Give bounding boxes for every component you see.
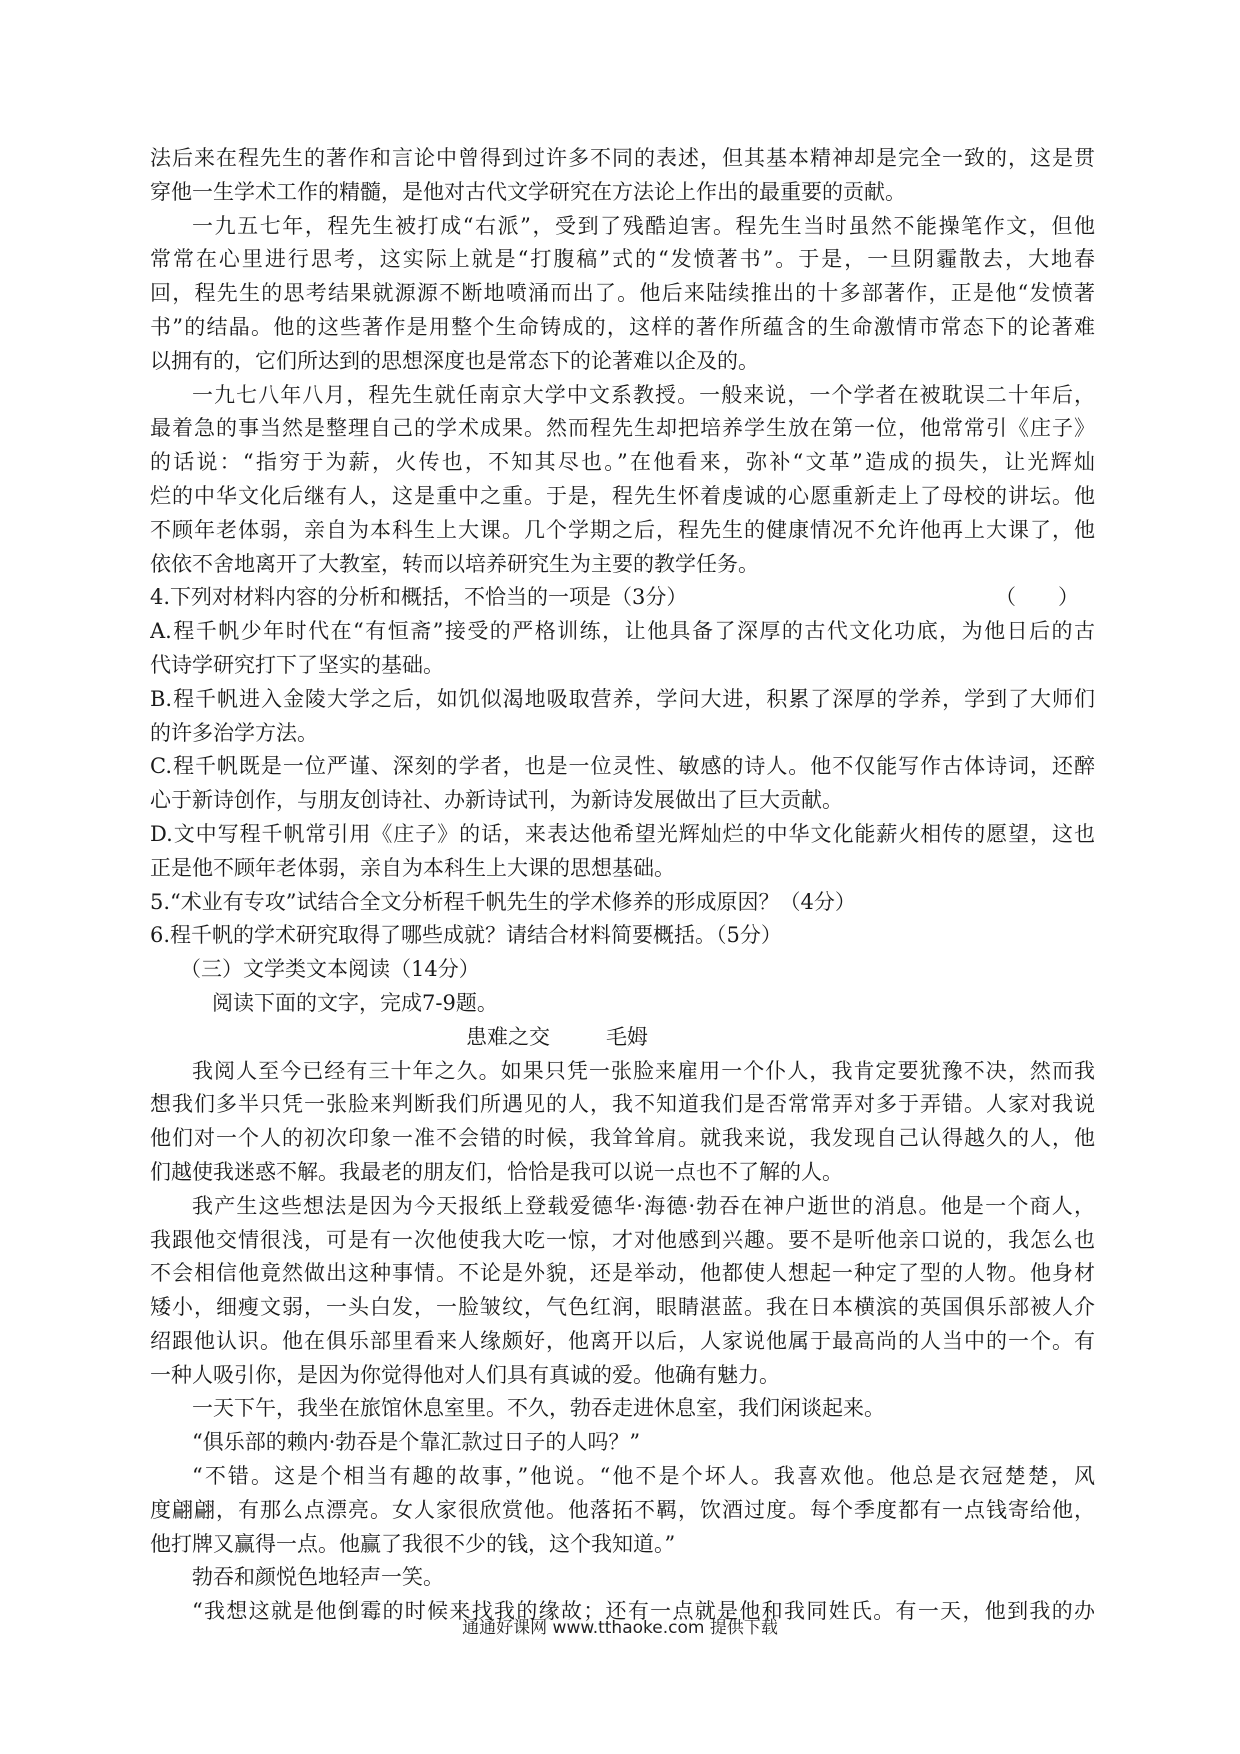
text-line: 回，程先生的思考结果就源源不断地喷涌而出了。他后来陆续推出的十多部著作，正是他“发愤著 [150,281,1095,306]
answer-blank: （ ） [995,585,1079,610]
paragraph-3 [150,379,1095,582]
text-line: 一九五七年，程先生被打成“右派”，受到了残酷迫害。程先生当时虽然不能操笔作文，但他 [192,213,1095,238]
story-paragraph-1 [150,1055,1095,1190]
text-line: 想我们多半只凭一张脸来判断我们所遇见的人，我不知道我们是否常常弄对多于弄错。人家对我说 [150,1092,1095,1117]
text-line: “不错。这是个相当有趣的故事，”他说。“他不是个坏人。我喜欢他。他总是衣冠楚楚，风 [192,1464,1095,1489]
text-line: 他们对一个人的初次印象一准不会错的时候，我耸耸肩。就我来说，我发现自己认得越久的人，他 [150,1126,1095,1151]
section-heading: （三）文学类文本阅读（14分） [180,957,480,982]
text-line: 他打牌又赢得一点。他赢了我很不少的钱，这个我知道。” [150,1531,676,1556]
text-line: 烂的中华文化后继有人，这是重中之重。于是，程先生怀着虔诚的心愿重新走上了母校的讲坛。他 [150,483,1095,508]
text-line: 们越使我迷惑不解。我最老的朋友们，恰恰是我可以说一点也不了解的人。 [150,1159,843,1184]
option-a-line: A.程千帆少年时代在“有恒斋”接受的严格训练，让他具备了深厚的古代文化功底，为他日后的古 [150,619,1095,644]
story-paragraph-2 [150,1190,1095,1393]
story-paragraph-5 [150,1460,1095,1561]
section-instruction: 阅读下面的文字，完成7-9题。 [212,990,498,1015]
option-d-line: D.文中写程千帆常引用《庄子》的话，来表达他希望光辉灿烂的中华文化能薪火相传的愿望，这也 [150,821,1095,846]
option-b-line: 的许多治学方法。 [150,720,318,745]
text-line: 最着急的事当然是整理自己的学术成果。然而程先生却把培养学生放在第一位，他常常引《庄子》 [150,416,1095,441]
text-line: 一九七八年八月，程先生就任南京大学中文系教授。一般来说，一个学者在被耽误二十年后， [192,382,1095,407]
question-6: 6.程千帆的学术研究取得了哪些成就？请结合材料简要概括。（5分） [150,923,782,948]
paragraph-2 [150,210,1095,379]
paragraph-1 [150,142,1095,210]
question-4-stem-row [150,581,1095,615]
text-line: 以拥有的，它们所达到的思想深度也是常态下的论著难以企及的。 [150,348,759,373]
text-line: 我产生这些想法是因为今天报纸上登载爱德华·海德·勃吞在神户逝世的消息。他是一个商人， [192,1193,1095,1218]
document-page [150,142,1095,1629]
text-line: 一种人吸引你，是因为你觉得他对人们具有真诚的爱。他确有魅力。 [150,1362,780,1387]
question-4 [150,581,1095,885]
page-footer: 通通好课网 www.tthaoke.com 提供下载 [462,1618,778,1638]
story-paragraph-4: “俱乐部的赖内·勃吞是个靠汇款过日子的人吗？” [192,1430,641,1455]
text-line: 不顾年老体弱，亲自为本科生上大课。几个学期之后，程先生的健康情况不允许他再上大课了，他 [150,517,1095,542]
text-line: 穿他一生学术工作的精髓，是他对古代文学研究在方法论上作出的最重要的贡献。 [150,179,906,204]
story-paragraph-3: 一天下午，我坐在旅馆休息室里。不久，勃吞走进休息室，我们闲谈起来。 [192,1396,885,1421]
option-c-line: 心于新诗创作，与朋友创诗社、办新诗试刊，为新诗发展做出了巨大贡献。 [150,788,843,813]
text-line: 不会相信他竟然做出这种事情。不论是外貌，还是举动，他都使人想起一种定了型的人物。他身材 [150,1261,1095,1286]
text-line: 常常在心里进行思考，这实际上就是“打腹稿”式的“发愤著书”。于是，一旦阴霾散去，大地春 [150,247,1095,272]
option-b-line: B.程千帆进入金陵大学之后，如饥似渴地吸取营养，学问大进，积累了深厚的学养，学到了大师们 [150,686,1095,711]
option-c-line: C.程千帆既是一位严谨、深刻的学者，也是一位灵性、敏感的诗人。他不仅能写作古体诗词，还醉 [150,754,1095,779]
text-line: 绍跟他认识。他在俱乐部里看来人缘颇好，他离开以后，人家说他属于最高尚的人当中的一个。有 [150,1328,1095,1353]
option-a-line: 代诗学研究打下了坚实的基础。 [150,652,444,677]
text-line: 度翩翩，有那么点漂亮。女人家很欣赏他。他落拓不羁，饮酒过度。每个季度都有一点钱寄给他， [150,1497,1095,1522]
text-line: 书”的结晶。他的这些著作是用整个生命铸成的，这样的著作所蕴含的生命激情市常态下的论著难 [150,314,1095,339]
text-line: 我阅人至今已经有三十年之久。如果只凭一张脸来雇用一个仆人，我肯定要犹豫不决，然而我 [192,1058,1095,1083]
story-author: 毛姆 [606,1024,648,1049]
question-5: 5.“术业有专攻”试结合全文分析程千帆先生的学术修养的形成原因？（4分） [150,889,856,914]
text-line: 依依不舍地离开了大教室，转而以培养研究生为主要的教学任务。 [150,551,759,576]
text-line: 法后来在程先生的著作和言论中曾得到过许多不同的表述，但其基本精神却是完全一致的，这是贯 [150,146,1095,170]
story-paragraph-7: “我想这就是他倒霉的时候来找我的缘故；还有一点就是他和我同姓氏。有一天，他到我的办 [192,1599,1095,1624]
text-line: 的话说：“指穷于为薪，火传也，不知其尽也。”在他看来，弥补“文革”造成的损失，让光辉灿 [150,450,1095,475]
text-line: 矮小，细瘦文弱，一头白发，一脸皱纹，气色红润，眼睛湛蓝。我在日本横滨的英国俱乐部被人介 [150,1295,1095,1320]
story-title: 患难之交 [466,1024,550,1049]
option-d-line: 正是他不顾年老体弱，亲自为本科生上大课的思想基础。 [150,855,675,880]
story-paragraph-6: 勃吞和颜悦色地轻声一笑。 [192,1565,444,1590]
question-4-stem: 4.下列对材料内容的分析和概括，不恰当的一项是（3分） [150,585,688,610]
text-line: 我跟他交情很浅，可是有一次他使我大吃一惊，才对他感到兴趣。要不是听他亲口说的，我怎么也 [150,1227,1095,1252]
story-title-row [150,1021,1095,1055]
